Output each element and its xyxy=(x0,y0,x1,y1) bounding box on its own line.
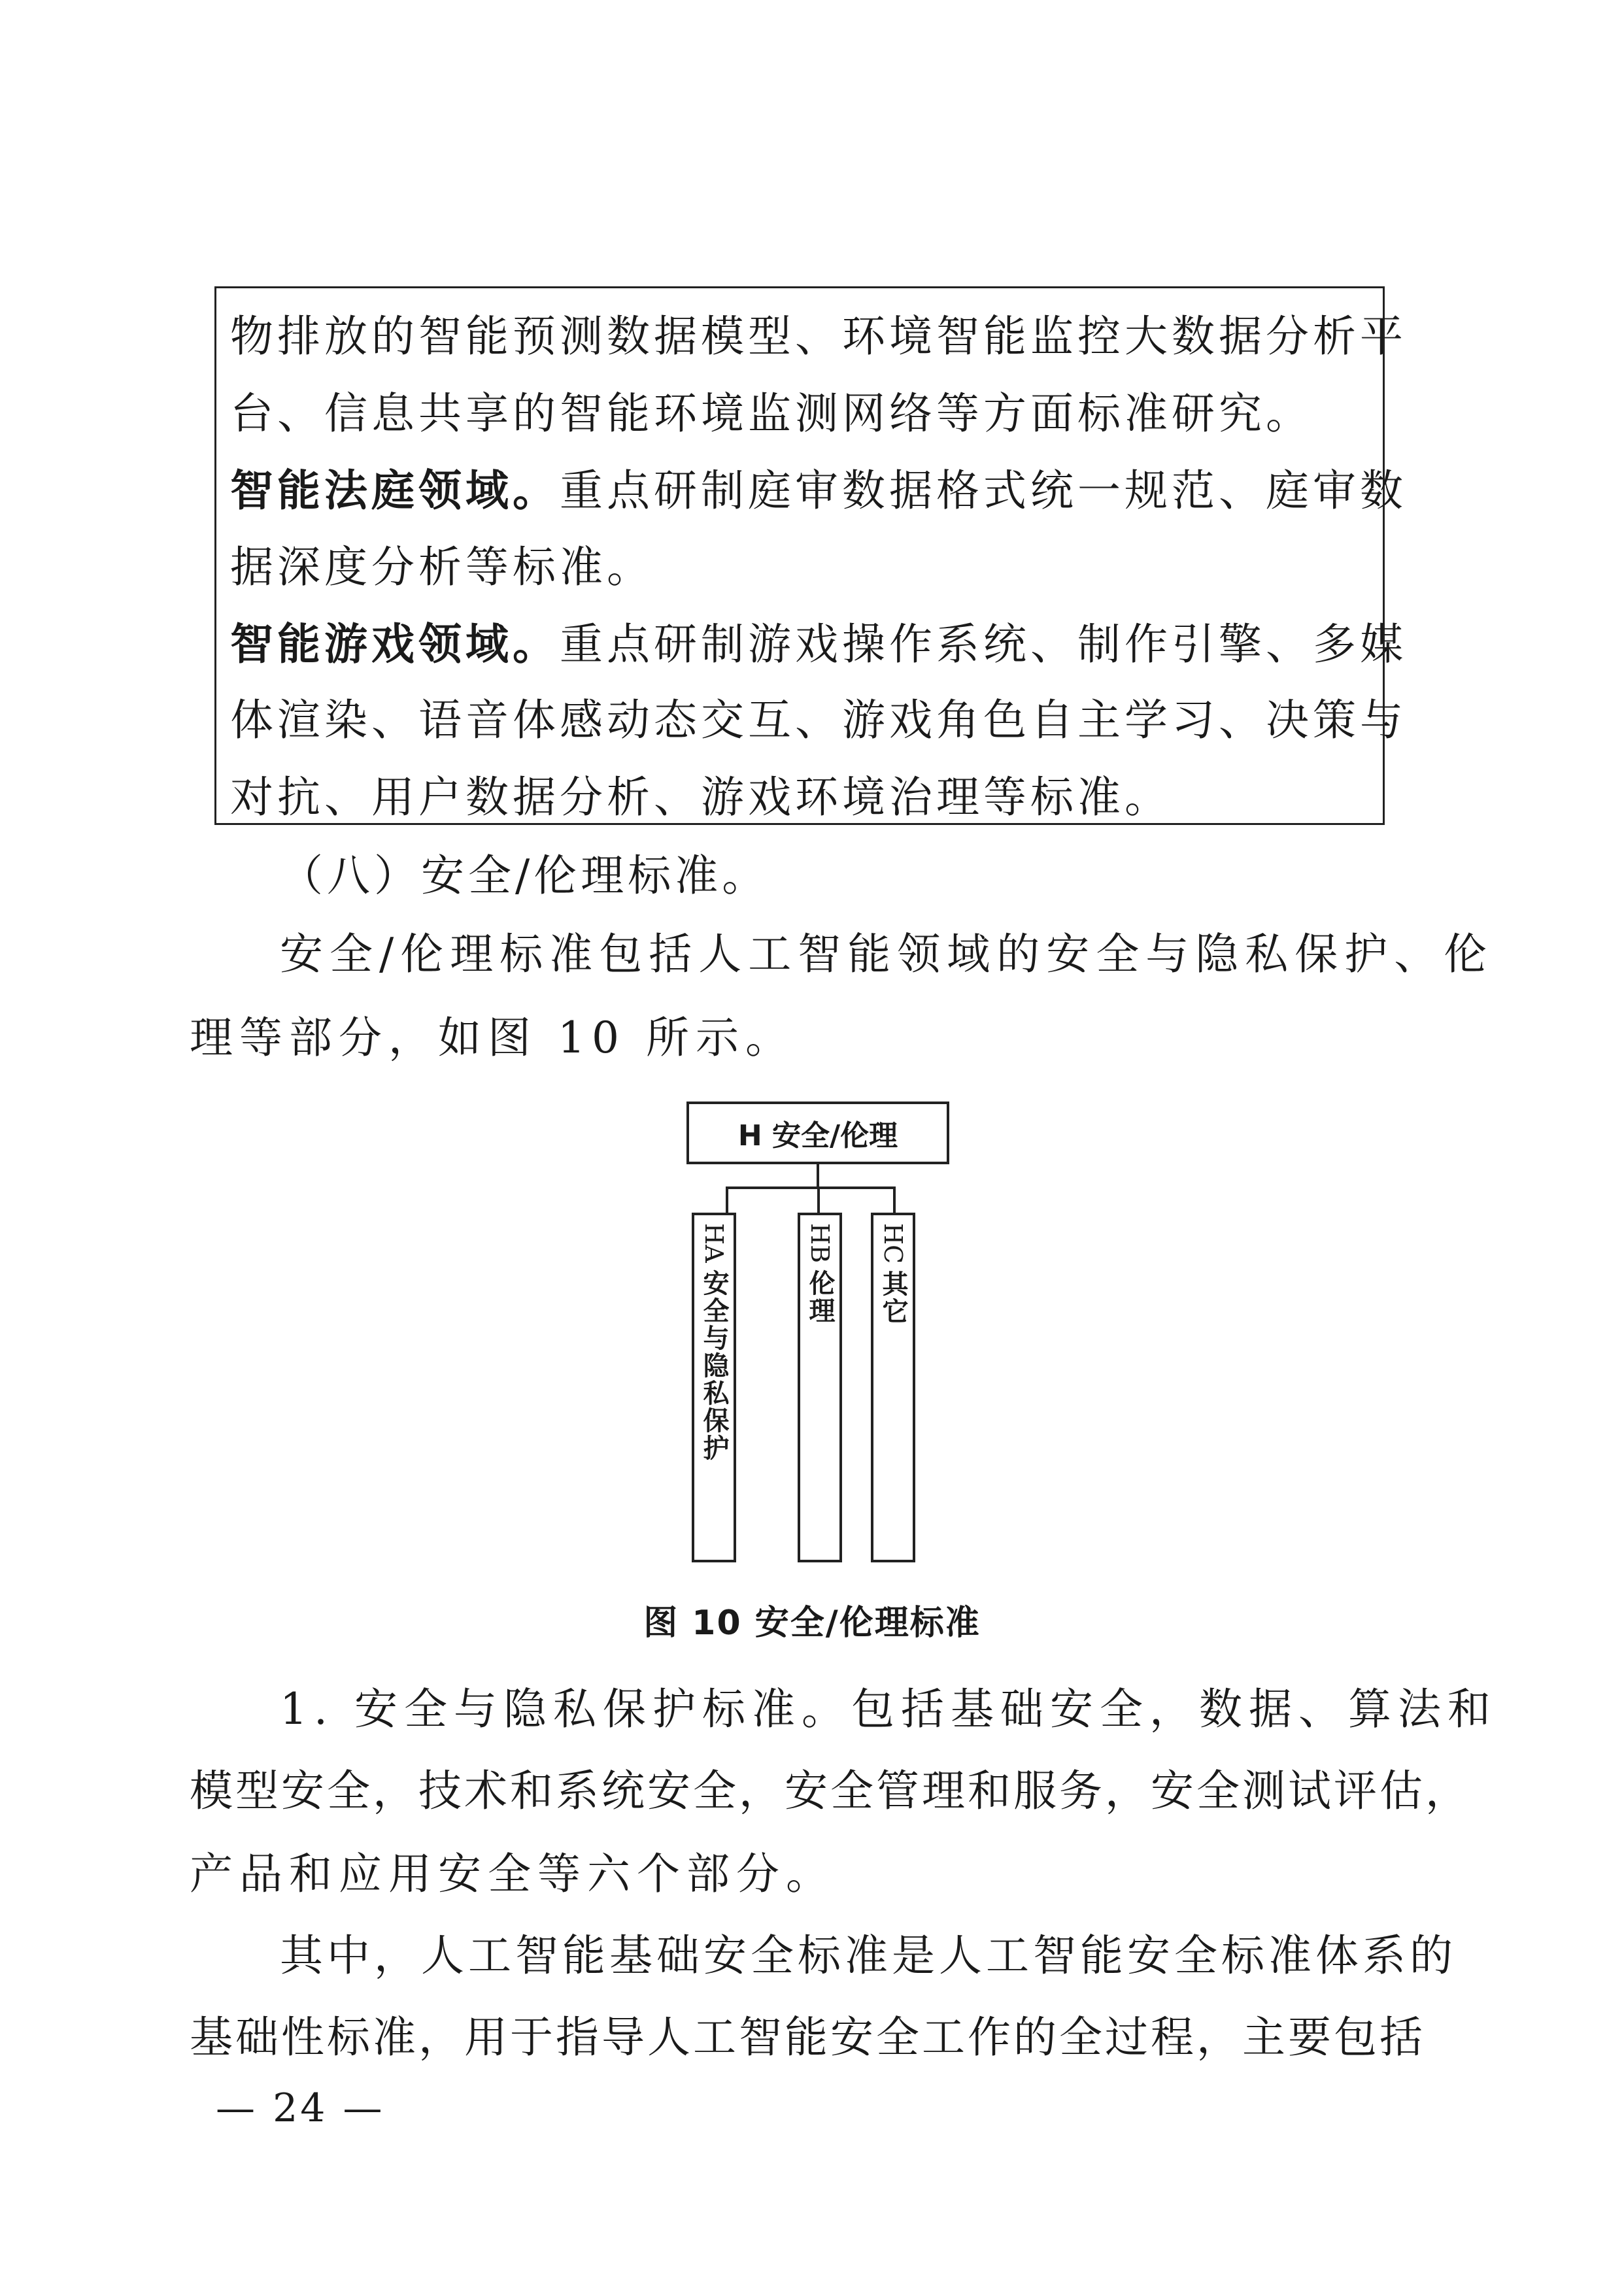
box-line-1: 物排放的智能预测数据模型、环境智能监控大数据分析平 xyxy=(230,311,1407,362)
para1-line-1: 1. 安全与隐私保护标准。包括基础安全，数据、算法和 xyxy=(280,1684,1497,1734)
diagram-node-hb xyxy=(798,1213,842,1562)
diagram-node-ha xyxy=(692,1213,736,1562)
court-text: 重点研制庭审数据格式统一规范、庭审数 xyxy=(560,465,1407,516)
branch-hb xyxy=(817,1186,820,1213)
para2-line-1: 其中，人工智能基础安全标准是人工智能安全标准体系的 xyxy=(280,1930,1457,1981)
node-ha-label: 安全与隐私保护 xyxy=(699,1269,729,1462)
box-line-2: 台、信息共享的智能环境监测网络等方面标准研究。 xyxy=(230,388,1313,439)
figure-caption: 图 10 安全/伦理标准 xyxy=(643,1604,981,1643)
branch-line xyxy=(726,1186,896,1189)
game-paragraph-line-2: 体渲染、语音体感动态交互、游戏角色自主学习、决策与 xyxy=(230,695,1407,745)
branch-ha xyxy=(726,1186,728,1213)
node-ha-code: HA xyxy=(700,1223,728,1263)
branch-hc xyxy=(893,1186,896,1213)
intro-line-2: 理等部分，如图 10 所示。 xyxy=(190,1013,795,1063)
node-hb-label: 伦理 xyxy=(805,1270,835,1325)
game-paragraph-line-3: 对抗、用户数据分析、游戏环境治理等标准。 xyxy=(230,772,1172,822)
para1-line-2: 模型安全，技术和系统安全，安全管理和服务，安全测试评估， xyxy=(190,1766,1471,1816)
court-paragraph-line-2: 据深度分析等标准。 xyxy=(230,542,654,592)
node-hb-code: HB xyxy=(805,1223,834,1264)
game-text: 重点研制游戏操作系统、制作引擎、多媒 xyxy=(560,619,1407,669)
para1-line-3: 产品和应用安全等六个部分。 xyxy=(190,1849,836,1899)
game-title: 智能游戏领域。 xyxy=(230,618,560,669)
game-paragraph-line-1 xyxy=(230,618,1407,671)
section-heading: （八）安全/伦理标准。 xyxy=(280,850,770,901)
diagram-node-hc xyxy=(871,1213,915,1562)
para2-line-2: 基础性标准，用于指导人工智能安全工作的全过程，主要包括 xyxy=(190,2012,1425,2062)
node-hc-code: HC xyxy=(879,1223,907,1264)
court-title: 智能法庭领域。 xyxy=(230,465,560,516)
court-paragraph-line-1 xyxy=(230,464,1407,517)
root-connector xyxy=(817,1164,819,1188)
page-number: — 24 — xyxy=(216,2085,385,2131)
diagram-root-node: H 安全/伦理 xyxy=(686,1102,949,1164)
node-hc-label: 其它 xyxy=(878,1270,908,1326)
intro-line-1: 安全/伦理标准包括人工智能领域的安全与隐私保护、伦 xyxy=(280,929,1494,979)
safety-ethics-diagram xyxy=(686,1102,955,1572)
